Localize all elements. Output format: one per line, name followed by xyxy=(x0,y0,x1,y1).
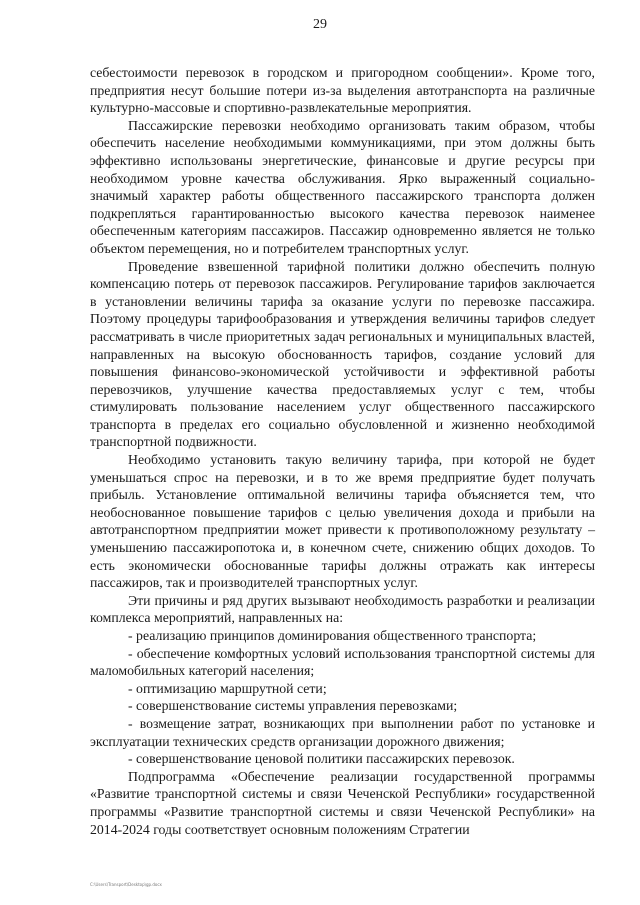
paragraph-passenger-transport: Пассажирские перевозки необходимо организовать таким образом, чтобы обеспечить население необходимыми коммуникациями, при этом должны быть эффективно использованы энергетические, финансовые и другие ресурсы при необходимом уровне качества обслуживания. Ярко выраженный социально-значимый характер работы общественного пассажирского транспорта должен подкрепляться гарантированностью высокого качества перевозок наименее обеспеченным категориям пассажиров. Пассажир одновременно является не только объектом перемещения, но и потребителем транспортных услуг. xyxy=(90,117,595,256)
paragraph-tariff-value: Необходимо установить такую величину тарифа, при которой не будет уменьшаться спрос на перевозки, и в то же время предприятие будет получать прибыль. Установление оптимальной величины тарифа объясняется тем, что необоснованное повышение тарифов с целью увеличения дохода и прибыли на автотранспортном предприятии может привести к противоположному результату – уменьшению пассажиропотока и, в конечном счете, снижению общих доходов. То есть экономически обоснованные тарифы должны отражать как интересы пассажиров, так и производителей транспортных услуг. xyxy=(90,452,595,591)
list-item: - совершенствование ценовой политики пассажирских перевозок. xyxy=(128,751,515,767)
list-item: - обеспечение комфортных условий использования транспортной системы для маломобильных категорий населения; xyxy=(90,645,595,679)
list-item: - возмещение затрат, возникающих при выполнении работ по установке и эксплуатации технических средств организации дорожного движения; xyxy=(90,715,595,749)
list-item: - реализацию принципов доминирования общественного транспорта; xyxy=(128,628,537,643)
document-body xyxy=(90,64,595,838)
paragraph-continuation: себестоимости перевозок в городском и пригородном сообщении». Кроме того, предприятия несут большие потери из-за выделения автотранспорта на различные культурно-массовые и спортивно-развлекательные мероприятия. xyxy=(90,65,595,116)
list-item: - совершенствование системы управления перевозками; xyxy=(128,698,458,714)
paragraph-measures-intro: Эти причины и ряд других вызывают необходимость разработки и реализации комплекса мероприятий, направленных на: xyxy=(90,592,595,626)
paragraph-tariff-policy: Проведение взвешенной тарифной политики должно обеспечить полную компенсацию потерь от перевозок пассажиров. Регулирование тарифов заключается в установлении величины тарифа за оказание услуги по перевозке пассажира. Поэтому процедуры тарифообразования и утверждения величины тарифов следует рассматривать в числе приоритетных задач региональных и муниципальных властей, направленных на высокую обоснованность тарифов, создание условий для повышения финансово-экономической устойчивости и эффективной работы перевозчиков, улучшение качества предоставляемых услуг с тем, чтобы стимулировать пользование населением услуг общественного пассажирского транспорта в пределах его социально обусловленной и жизненно необходимой транспортной подвижности. xyxy=(90,258,595,450)
page-number: 29 xyxy=(313,17,327,32)
list-item: - оптимизацию маршрутной сети; xyxy=(128,680,327,696)
file-path-footer: С:\Users\Transport\Desktop\gp.docx xyxy=(90,882,162,887)
paragraph-subprogram: Подпрограмма «Обеспечение реализации государственной программы «Развитие транспортной системы и связи Чеченской Республики» государственной программы «Развитие транспортной системы и связи Чеченской Республики» на 2014-2024 годы соответствует основным положениям Стратегии xyxy=(90,768,595,837)
